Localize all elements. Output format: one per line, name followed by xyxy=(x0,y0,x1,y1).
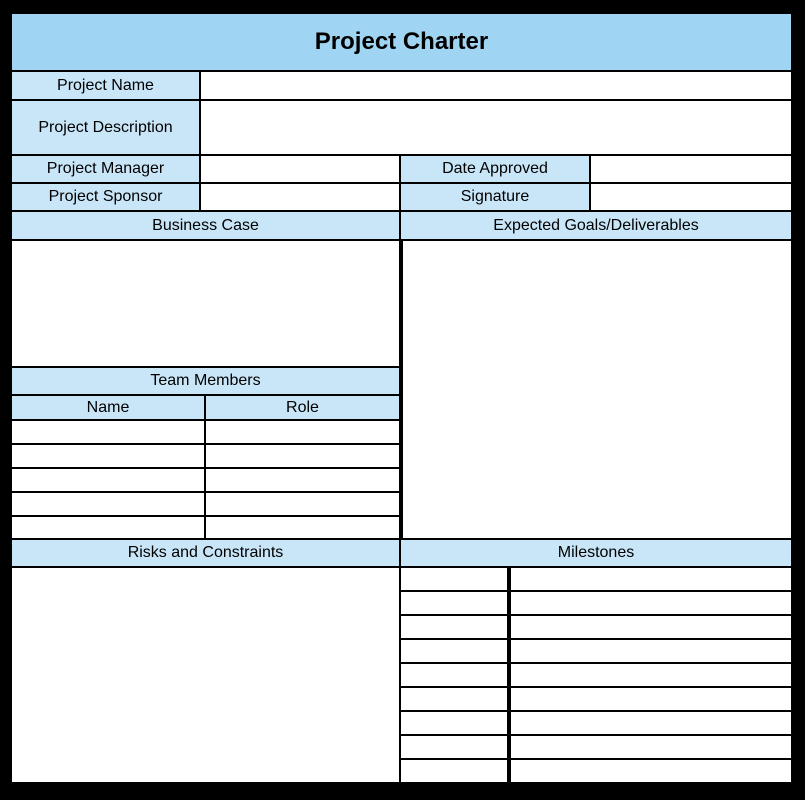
milestone-date-cell[interactable] xyxy=(401,592,507,614)
signature-label: Signature xyxy=(401,184,589,210)
milestone-description-cell[interactable] xyxy=(511,592,791,614)
milestone-description-cell[interactable] xyxy=(511,568,791,590)
milestone-date-cell[interactable] xyxy=(401,760,507,782)
expected-goals-header: Expected Goals/Deliverables xyxy=(401,212,791,239)
team-members-header: Team Members xyxy=(12,368,399,394)
milestone-description-cell[interactable] xyxy=(511,688,791,710)
risks-constraints-header: Risks and Constraints xyxy=(12,540,399,566)
expected-goals-field[interactable] xyxy=(403,241,791,538)
milestone-date-cell[interactable] xyxy=(401,568,507,590)
milestone-description-cell[interactable] xyxy=(511,736,791,758)
team-name-cell[interactable] xyxy=(12,517,204,538)
milestone-date-cell[interactable] xyxy=(401,640,507,662)
team-role-cell[interactable] xyxy=(206,421,399,443)
project-description-field[interactable] xyxy=(201,101,791,154)
team-role-cell[interactable] xyxy=(206,517,399,538)
project-description-label: Project Description xyxy=(12,101,199,154)
team-role-cell[interactable] xyxy=(206,445,399,467)
risks-constraints-field[interactable] xyxy=(12,568,399,782)
signature-field[interactable] xyxy=(591,184,791,210)
business-case-header: Business Case xyxy=(12,212,399,239)
team-role-column-header: Role xyxy=(206,396,399,419)
milestone-date-cell[interactable] xyxy=(401,664,507,686)
page-title: Project Charter xyxy=(12,14,791,70)
date-approved-field[interactable] xyxy=(591,156,791,182)
project-manager-field[interactable] xyxy=(201,156,399,182)
team-name-cell[interactable] xyxy=(12,445,204,467)
team-name-cell[interactable] xyxy=(12,469,204,491)
team-role-cell[interactable] xyxy=(206,469,399,491)
date-approved-label: Date Approved xyxy=(401,156,589,182)
milestone-date-cell[interactable] xyxy=(401,616,507,638)
project-charter-form xyxy=(10,12,793,784)
milestones-header: Milestones xyxy=(401,540,791,566)
milestone-description-cell[interactable] xyxy=(511,640,791,662)
milestone-description-cell[interactable] xyxy=(511,616,791,638)
milestone-date-cell[interactable] xyxy=(401,688,507,710)
project-name-label: Project Name xyxy=(12,72,199,99)
project-name-field[interactable] xyxy=(201,72,791,99)
project-sponsor-field[interactable] xyxy=(201,184,399,210)
team-name-cell[interactable] xyxy=(12,493,204,515)
project-sponsor-label: Project Sponsor xyxy=(12,184,199,210)
milestone-date-cell[interactable] xyxy=(401,736,507,758)
team-name-cell[interactable] xyxy=(12,421,204,443)
milestone-date-cell[interactable] xyxy=(401,712,507,734)
business-case-field[interactable] xyxy=(12,241,399,366)
project-manager-label: Project Manager xyxy=(12,156,199,182)
milestone-description-cell[interactable] xyxy=(511,712,791,734)
milestone-description-cell[interactable] xyxy=(511,664,791,686)
milestone-description-cell[interactable] xyxy=(511,760,791,782)
team-role-cell[interactable] xyxy=(206,493,399,515)
team-name-column-header: Name xyxy=(12,396,204,419)
